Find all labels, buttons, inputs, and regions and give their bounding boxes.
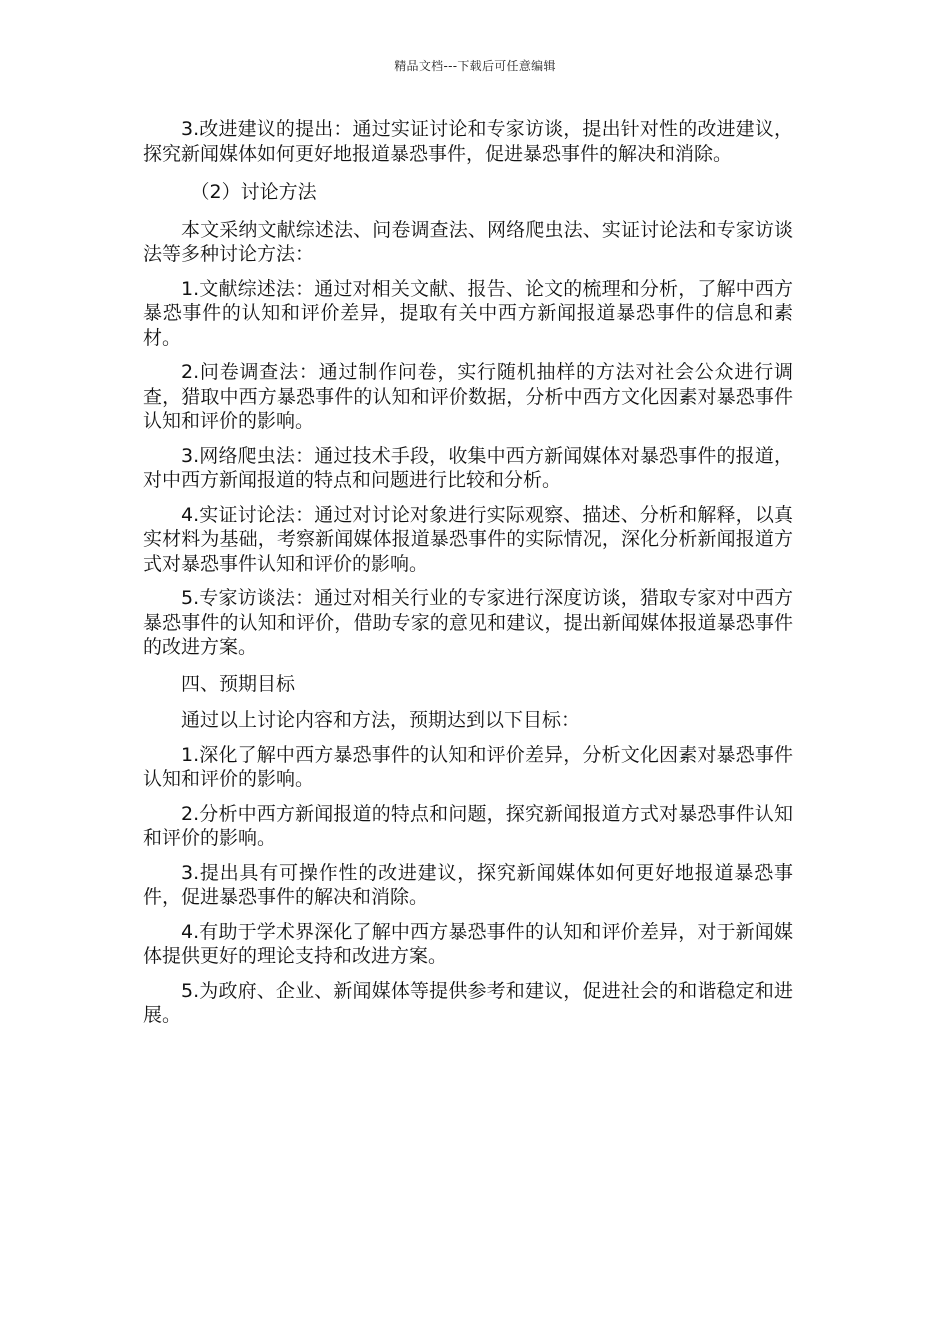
list-item-goal-2: 2.分析中西方新闻报道的特点和问题，探究新闻报道方式对暴恐事件认知和评价的影响。 [143, 802, 793, 849]
section-heading-expected-goals: 四、预期目标 [181, 672, 296, 695]
list-item-goal-1: 1.深化了解中西方暴恐事件的认知和评价差异，分析文化因素对暴恐事件认知和评价的影响。 [143, 743, 793, 790]
paragraph-methods-intro: 本文采纳文献综述法、问卷调查法、网络爬虫法、实证讨论法和专家访谈法等多种讨论方法： [143, 218, 793, 265]
list-item-web-crawler: 3.网络爬虫法：通过技术手段，收集中西方新闻媒体对暴恐事件的报道，对中西方新闻报道的特点和问题进行比较和分析。 [143, 444, 793, 491]
document-body [143, 117, 793, 1038]
list-item-questionnaire: 2.问卷调查法：通过制作问卷，实行随机抽样的方法对社会公众进行调查，猎取中西方暴恐事件的认知和评价数据，分析中西方文化因素对暴恐事件认知和评价的影响。 [143, 361, 793, 432]
list-item-empirical-study: 4.实证讨论法：通过对讨论对象进行实际观察、描述、分析和解释，以真实材料为基础，考察新闻媒体报道暴恐事件的实际情况，深化分析新闻报道方式对暴恐事件认知和评价的影响。 [143, 503, 793, 575]
list-item-goal-3: 3.提出具有可操作性的改进建议，探究新闻媒体如何更好地报道暴恐事件，促进暴恐事件的解决和消除。 [143, 861, 793, 908]
page-header: 精品文档---下载后可任意编辑 [394, 59, 556, 73]
paragraph-improvement-suggestions: 3.改进建议的提出：通过实证讨论和专家访谈，提出针对性的改进建议，探究新闻媒体如何更好地报道暴恐事件，促进暴恐事件的解决和消除。 [143, 118, 793, 165]
list-item-literature-review: 1.文献综述法：通过对相关文献、报告、论文的梳理和分析，了解中西方暴恐事件的认知和评价差异，提取有关中西方新闻报道暴恐事件的信息和素材。 [143, 277, 793, 349]
list-item-goal-5: 5.为政府、企业、新闻媒体等提供参考和建议，促进社会的和谐稳定和进展。 [143, 979, 793, 1026]
list-item-expert-interview: 5.专家访谈法：通过对相关行业的专家进行深度访谈，猎取专家对中西方暴恐事件的认知和评价，借助专家的意见和建议，提出新闻媒体报道暴恐事件的改进方案。 [143, 587, 793, 658]
section-heading-methods: （2）讨论方法 [190, 181, 317, 203]
paragraph-goals-intro: 通过以上讨论内容和方法，预期达到以下目标： [181, 709, 581, 731]
list-item-goal-4: 4.有助于学术界深化了解中西方暴恐事件的认知和评价差异，对于新闻媒体提供更好的理论支持和改进方案。 [143, 920, 793, 967]
